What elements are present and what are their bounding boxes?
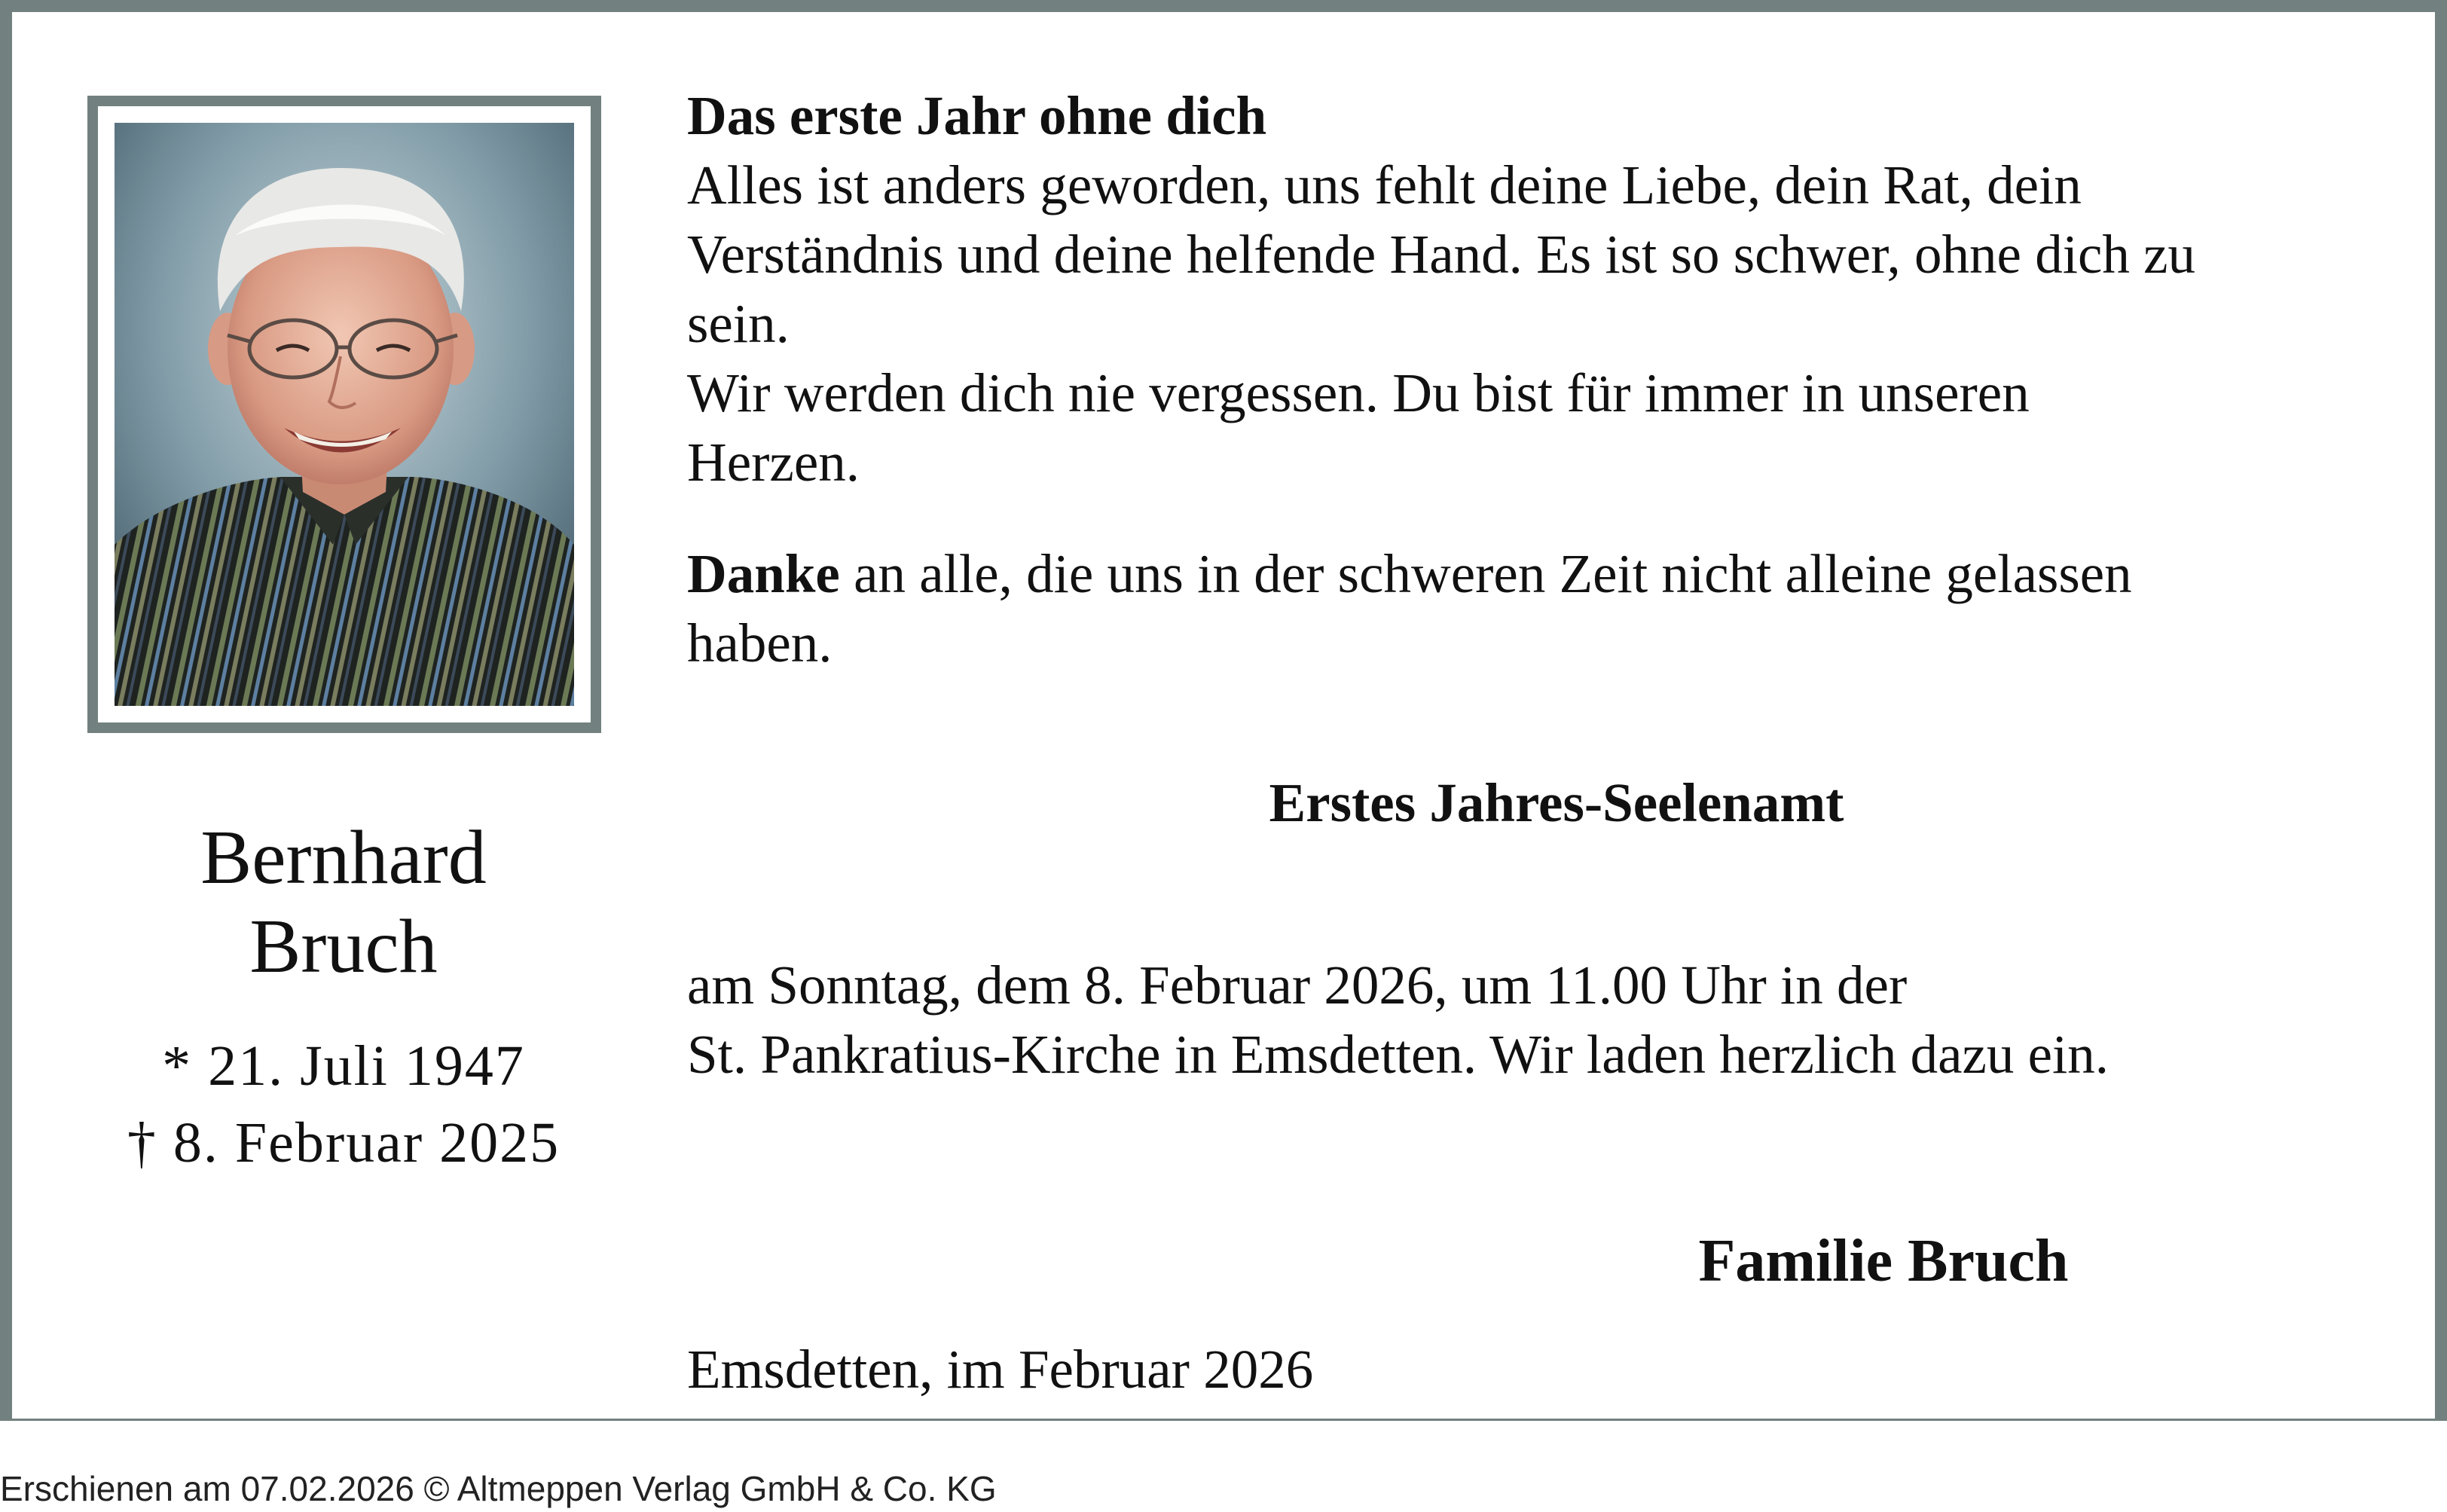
thanks-bold: Danke: [687, 543, 840, 604]
publication-footer: Erschienen am 07.02.2026 © Altmeppen Verlag GmbH & Co. KG: [0, 1469, 997, 1508]
place-date: Emsdetten, im Februar 2026: [687, 1339, 1314, 1400]
thanks-rest: an alle, die uns in der schweren Zeit nicht alleine gelassen: [839, 543, 2132, 604]
birth-date: * 21. Juli 1947: [162, 1034, 525, 1098]
paragraph-line: Verständnis und deine helfende Hand. Es ist so schwer, ohne dich zu: [687, 224, 2196, 285]
event-line: am Sonntag, dem 8. Februar 2026, um 11.00 Uhr in der: [687, 955, 1908, 1016]
paragraph-line: Wir werden dich nie vergessen. Du bist für immer in unseren: [687, 362, 2030, 423]
thanks-line: [687, 539, 2132, 609]
thanks-line-2: haben.: [687, 612, 832, 674]
paragraph-line: sein.: [687, 293, 790, 354]
deceased-last-name: Bruch: [249, 904, 438, 989]
paragraph-line: Herzen.: [687, 432, 860, 493]
event-line: St. Pankratius-Kirche in Emsdetten. Wir laden herzlich dazu ein.: [687, 1024, 2109, 1085]
death-date: † 8. Februar 2025: [127, 1111, 561, 1174]
portrait-frame: [87, 96, 601, 733]
deceased-first-name: Bernhard: [200, 815, 487, 900]
heading: Das erste Jahr ohne dich: [687, 85, 1267, 146]
signature: Familie Bruch: [1698, 1228, 2069, 1294]
portrait-photo: [115, 123, 574, 706]
event-title: Erstes Jahres-Seelenamt: [1269, 772, 1844, 833]
paragraph-line: Alles ist anders geworden, uns fehlt deine Liebe, dein Rat, dein: [687, 154, 2082, 215]
